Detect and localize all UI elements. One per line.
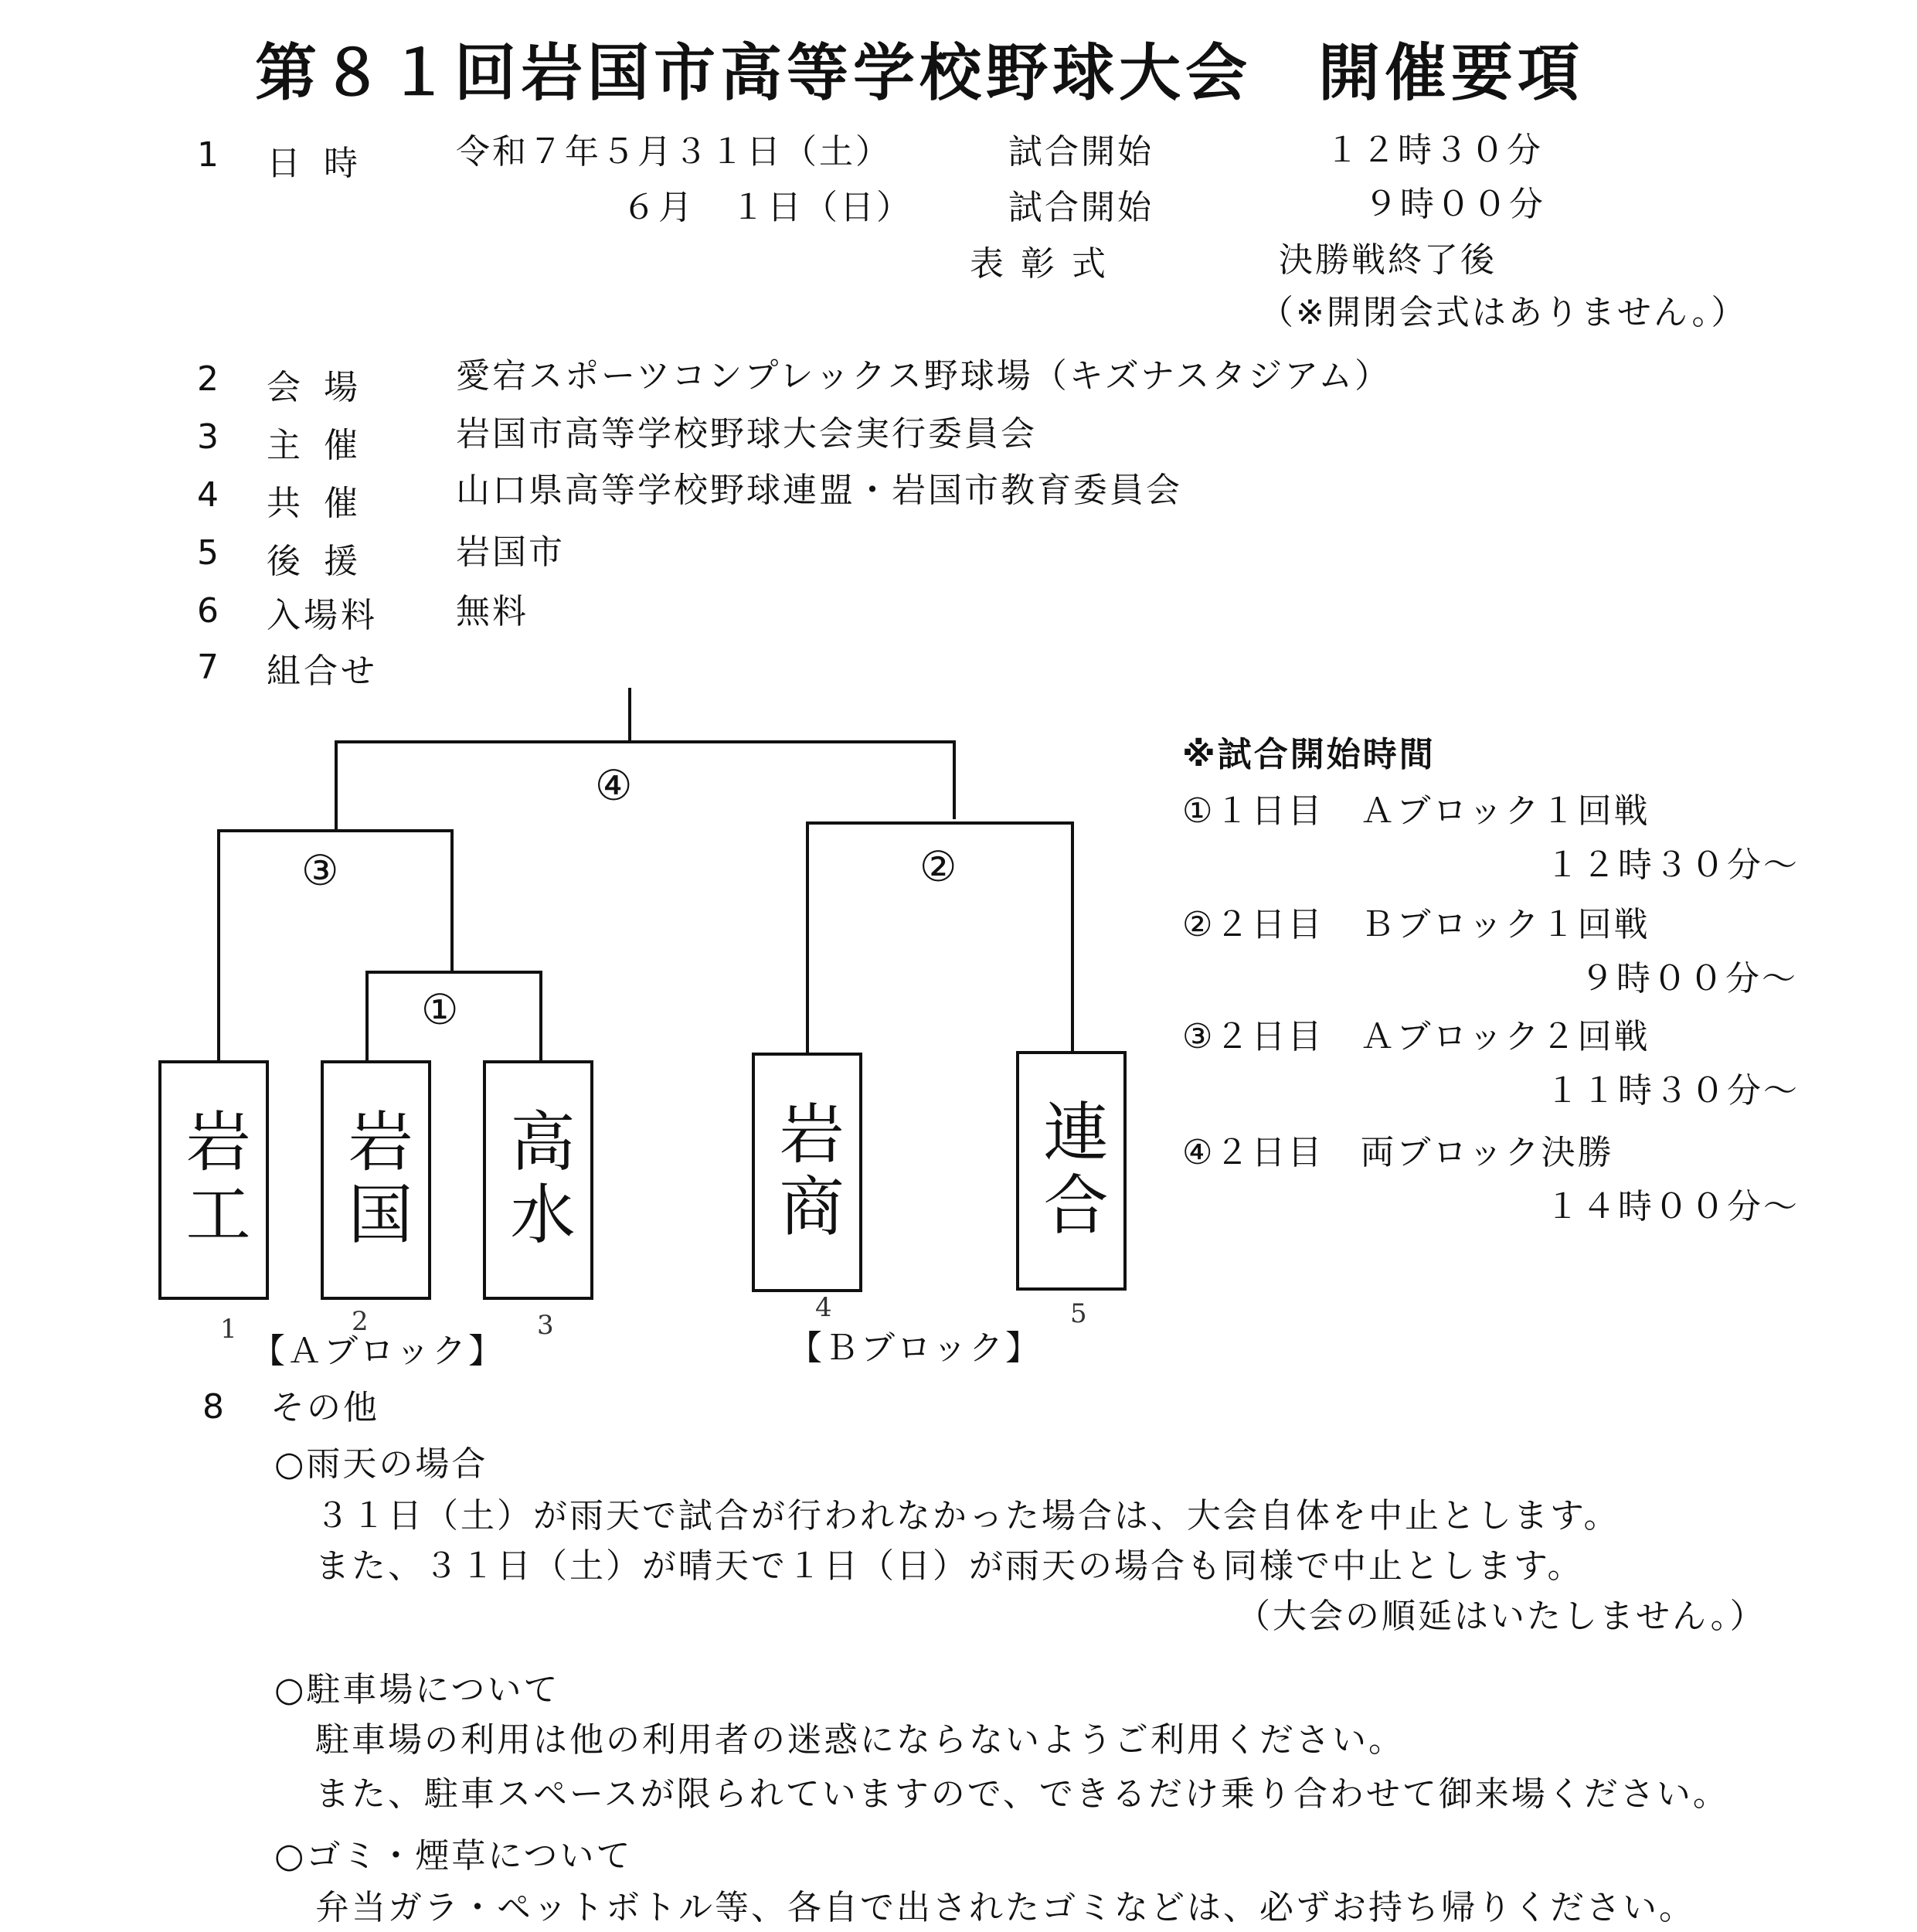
team-number: 5 bbox=[1070, 1298, 1087, 1329]
rain-line-1: ３１日（土）が雨天で試合が行われなかった場合は、大会自体を中止とします。 bbox=[315, 1496, 1620, 1536]
match-times-heading: ※試合開始時間 bbox=[1182, 735, 1436, 774]
page-title: 第８１回岩国市高等学校野球大会 開催要項 bbox=[255, 37, 1584, 109]
item-label: 共催 bbox=[267, 484, 381, 523]
trash-line-1: 弁当ガラ・ペットボトル等、各自で出されたゴミなどは、必ずお持ち帰りください。 bbox=[315, 1888, 1695, 1927]
item-number: 6 bbox=[197, 591, 219, 631]
item-number: 5 bbox=[197, 533, 219, 573]
match-number-1: ① bbox=[421, 985, 459, 1034]
match-time-row: ①１日目 Ａブロック１回戦 bbox=[1182, 791, 1650, 831]
item-label: その他 bbox=[270, 1388, 379, 1427]
parking-line-2: また、駐車スペースが限られていますので、できるだけ乗り合わせて御来場ください。 bbox=[315, 1774, 1729, 1814]
ceremony-label: 表彰式 bbox=[970, 244, 1123, 284]
match-time-value: ９時００分～ bbox=[1580, 959, 1798, 998]
team-number: 4 bbox=[815, 1292, 832, 1323]
admission-value: 無料 bbox=[456, 592, 529, 631]
parking-heading: ○駐車場について bbox=[274, 1670, 560, 1709]
match-time-row: ③２日目 Ａブロック２回戦 bbox=[1182, 1017, 1650, 1056]
match-time-row: ②２日目 Ｂブロック１回戦 bbox=[1182, 905, 1650, 944]
item-number: 7 bbox=[197, 648, 219, 687]
item-number: 2 bbox=[197, 359, 219, 399]
rain-line-2: また、３１日（土）が晴天で１日（日）が雨天の場合も同様で中止とします。 bbox=[315, 1546, 1584, 1586]
match-time-value: １２時３０分～ bbox=[1545, 845, 1800, 885]
item-label: 後援 bbox=[267, 542, 381, 581]
rain-heading: ○雨天の場合 bbox=[274, 1444, 488, 1484]
item-label: 入場料 bbox=[267, 596, 378, 635]
day1-date: 令和７年５月３１日（土） bbox=[456, 132, 892, 172]
match-number-3: ③ bbox=[301, 846, 339, 895]
organizer-value: 岩国市高等学校野球大会実行委員会 bbox=[456, 414, 1037, 454]
team-box: 高水 bbox=[483, 1060, 593, 1300]
day1-start-time: １２時３０分 bbox=[1325, 131, 1543, 170]
match-time-value: １１時３０分～ bbox=[1545, 1071, 1800, 1111]
rain-note: （大会の順延はいたしません。） bbox=[1236, 1597, 1766, 1636]
match-time-row: ④２日目 両ブロック決勝 bbox=[1182, 1133, 1614, 1172]
ceremony-time: 決勝戦終了後 bbox=[1279, 240, 1497, 280]
block-b-label: 【Ｂブロック】 bbox=[788, 1328, 1042, 1368]
team-box: 岩商 bbox=[752, 1053, 862, 1292]
item-number: 3 bbox=[197, 417, 219, 457]
item-number: 4 bbox=[197, 475, 219, 515]
block-a-label: 【Ａブロック】 bbox=[251, 1332, 505, 1371]
day2-date: ６月 １日（日） bbox=[622, 188, 913, 227]
day2-start-label: 試合開始 bbox=[1008, 188, 1154, 227]
team-box: 岩工 bbox=[158, 1060, 269, 1300]
team-box: 岩国 bbox=[321, 1060, 431, 1300]
team-number: 3 bbox=[537, 1310, 554, 1341]
cohost-value: 山口県高等学校野球連盟・岩国市教育委員会 bbox=[456, 471, 1182, 510]
item-label: 主催 bbox=[267, 426, 381, 465]
item-number: 1 bbox=[197, 135, 219, 175]
ceremony-note: （※開閉会式はありません。） bbox=[1259, 293, 1748, 332]
trash-heading: ○ゴミ・煙草について bbox=[274, 1836, 633, 1876]
item-number: 8 bbox=[202, 1387, 224, 1427]
item-label: 組合せ bbox=[267, 651, 378, 691]
match-number-4: ④ bbox=[595, 761, 633, 810]
team-box: 連合 bbox=[1016, 1051, 1127, 1291]
day2-start-time: ９時００分 bbox=[1364, 185, 1545, 224]
team-number: 1 bbox=[220, 1314, 237, 1345]
support-value: 岩国市 bbox=[456, 532, 565, 572]
item-label: 日時 bbox=[267, 144, 381, 183]
parking-line-1: 駐車場の利用は他の利用者の迷惑にならないようご利用ください。 bbox=[315, 1720, 1405, 1760]
match-number-2: ② bbox=[919, 842, 957, 891]
item-label: 会場 bbox=[267, 368, 381, 407]
day1-start-label: 試合開始 bbox=[1008, 132, 1154, 172]
match4-bracket bbox=[336, 742, 954, 831]
match-time-value: １４時００分～ bbox=[1545, 1187, 1800, 1226]
team-number: 2 bbox=[352, 1306, 369, 1337]
venue-value: 愛宕スポーツコンプレックス野球場（キズナスタジアム） bbox=[456, 356, 1392, 396]
